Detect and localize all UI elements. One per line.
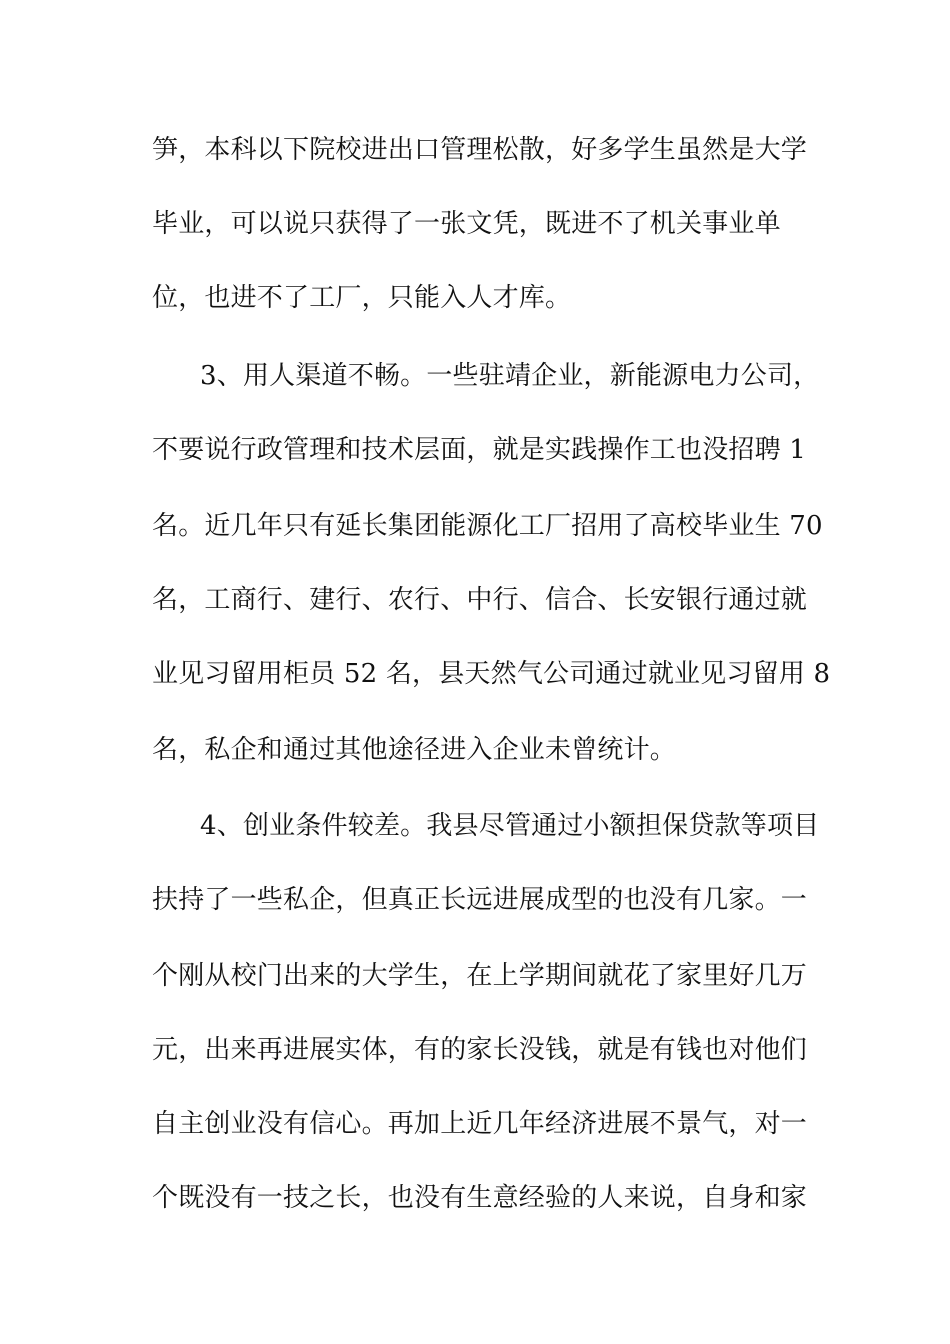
text-line-12: 个刚从校门出来的大学生，在上学期间就花了家里好几万 (152, 961, 808, 991)
text-line-2: 毕业，可以说只获得了一张文凭，既进不了机关事业单 (152, 209, 781, 239)
text-line-13: 元，出来再进展实体，有的家长没钱，就是有钱也对他们 (152, 1035, 808, 1065)
paragraph-4-start: 4、创业条件较差。我县尽管通过小额担保贷款等项目 (200, 811, 820, 841)
text-line-14: 自主创业没有信心。再加上近几年经济进展不景气，对一 (152, 1109, 808, 1139)
text-line-5: 不要说行政管理和技术层面，就是实践操作工也没招聘 1 (152, 435, 807, 465)
text-line-1: 笋，本科以下院校进出口管理松散，好多学生虽然是大学 (152, 135, 808, 165)
text-line-8: 业见习留用柜员 52 名，县天然气公司通过就业见习留用 8 (152, 659, 831, 689)
text-line-6: 名。近几年只有延长集团能源化工厂招用了高校毕业生 70 (152, 511, 823, 541)
text-line-11: 扶持了一些私企，但真正长远进展成型的也没有几家。一 (152, 885, 808, 915)
text-line-9: 名，私企和通过其他途径进入企业未曾统计。 (152, 735, 677, 765)
text-line-7: 名，工商行、建行、农行、中行、信合、长安银行通过就 (152, 585, 808, 615)
text-line-15: 个既没有一技之长，也没有生意经验的人来说，自身和家 (152, 1183, 808, 1213)
text-line-3: 位，也进不了工厂，只能入人才库。 (152, 283, 572, 313)
paragraph-3-start: 3、用人渠道不畅。一些驻靖企业，新能源电力公司， (200, 361, 820, 391)
